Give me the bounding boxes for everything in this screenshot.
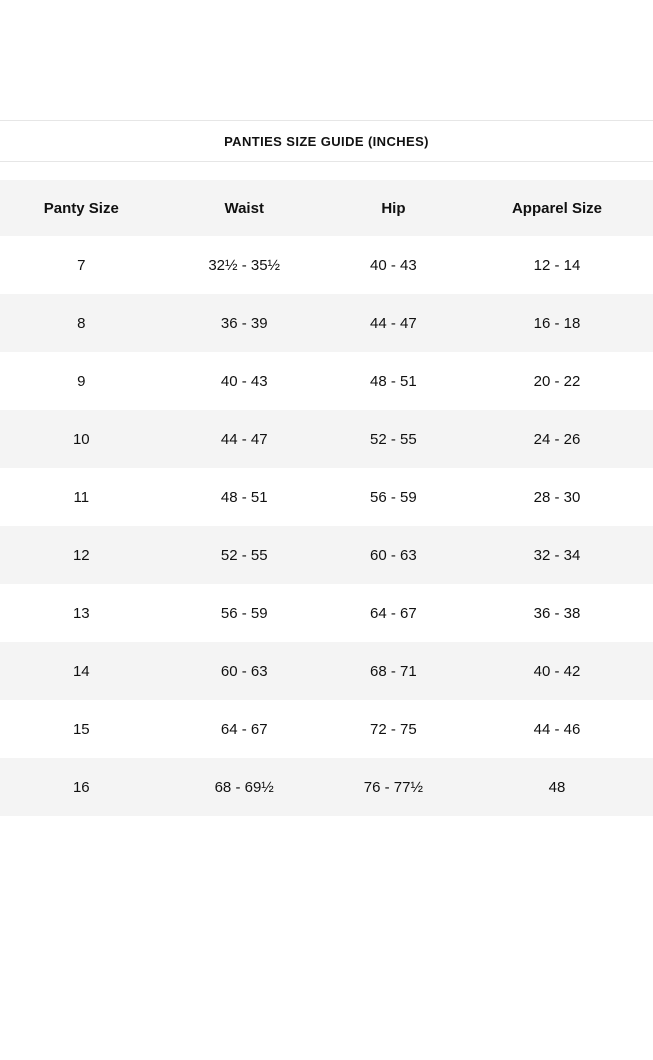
table-cell: 20 - 22 xyxy=(533,372,581,390)
table-row xyxy=(0,584,653,642)
table-cell: 52 - 55 xyxy=(370,430,417,448)
table-cell: 32½ - 35½ xyxy=(208,256,281,274)
table-cell: 48 xyxy=(548,778,566,796)
table-cell: 13 xyxy=(72,604,90,622)
table-cell: 60 - 63 xyxy=(370,546,417,564)
table-cell: 16 xyxy=(72,778,90,796)
table-cell: 44 - 46 xyxy=(533,720,581,738)
table-cell: 68 - 71 xyxy=(370,662,417,680)
table-cell: 56 - 59 xyxy=(220,604,268,622)
table-cell: 52 - 55 xyxy=(220,546,268,564)
table-cell: 36 - 39 xyxy=(220,314,268,332)
table-row xyxy=(0,352,653,410)
table-cell: 24 - 26 xyxy=(533,430,581,448)
column-header-apparel-size: Apparel Size xyxy=(461,180,653,236)
size-guide-table xyxy=(0,180,653,816)
size-guide-panel xyxy=(0,120,653,816)
table-cell: 40 - 43 xyxy=(220,372,268,390)
table-cell: 32 - 34 xyxy=(533,546,581,564)
table-row xyxy=(0,700,653,758)
table-row xyxy=(0,468,653,526)
table-cell: 10 xyxy=(72,430,90,448)
table-row xyxy=(0,526,653,584)
table-cell: 48 - 51 xyxy=(220,488,268,506)
table-header-row xyxy=(0,180,653,236)
table-cell: 9 xyxy=(77,372,86,390)
table-cell: 44 - 47 xyxy=(220,430,268,448)
table-cell: 44 - 47 xyxy=(370,314,417,332)
table-cell: 76 - 77½ xyxy=(363,778,424,796)
column-header-waist: Waist xyxy=(163,180,326,236)
table-cell: 28 - 30 xyxy=(533,488,581,506)
table-cell: 12 - 14 xyxy=(533,256,581,274)
table-cell: 8 xyxy=(77,314,86,332)
table-cell: 16 - 18 xyxy=(533,314,581,332)
table-row xyxy=(0,758,653,816)
table-cell: 68 - 69½ xyxy=(214,778,274,796)
table-cell: 40 - 42 xyxy=(533,662,581,680)
column-header-hip: Hip xyxy=(326,180,461,236)
table-cell: 64 - 67 xyxy=(370,604,417,622)
table-row xyxy=(0,642,653,700)
table-cell: 14 xyxy=(72,662,90,680)
table-row xyxy=(0,410,653,468)
table-cell: 64 - 67 xyxy=(220,720,268,738)
table-cell: 7 xyxy=(77,256,86,274)
table-cell: 56 - 59 xyxy=(370,488,417,506)
table-row xyxy=(0,236,653,294)
table-body xyxy=(0,236,653,816)
column-header-panty-size: Panty Size xyxy=(0,180,163,236)
table-cell: 11 xyxy=(73,488,90,506)
table-cell: 72 - 75 xyxy=(370,720,417,738)
size-guide-title-band xyxy=(0,120,653,162)
table-cell: 12 xyxy=(72,546,90,564)
table-cell: 60 - 63 xyxy=(220,662,268,680)
table-cell: 36 - 38 xyxy=(533,604,581,622)
table-cell: 48 - 51 xyxy=(370,372,417,390)
page-title: PANTIES SIZE GUIDE (INCHES) xyxy=(224,133,429,149)
table-row xyxy=(0,294,653,352)
table-cell: 40 - 43 xyxy=(370,256,417,274)
table-cell: 15 xyxy=(72,720,90,738)
